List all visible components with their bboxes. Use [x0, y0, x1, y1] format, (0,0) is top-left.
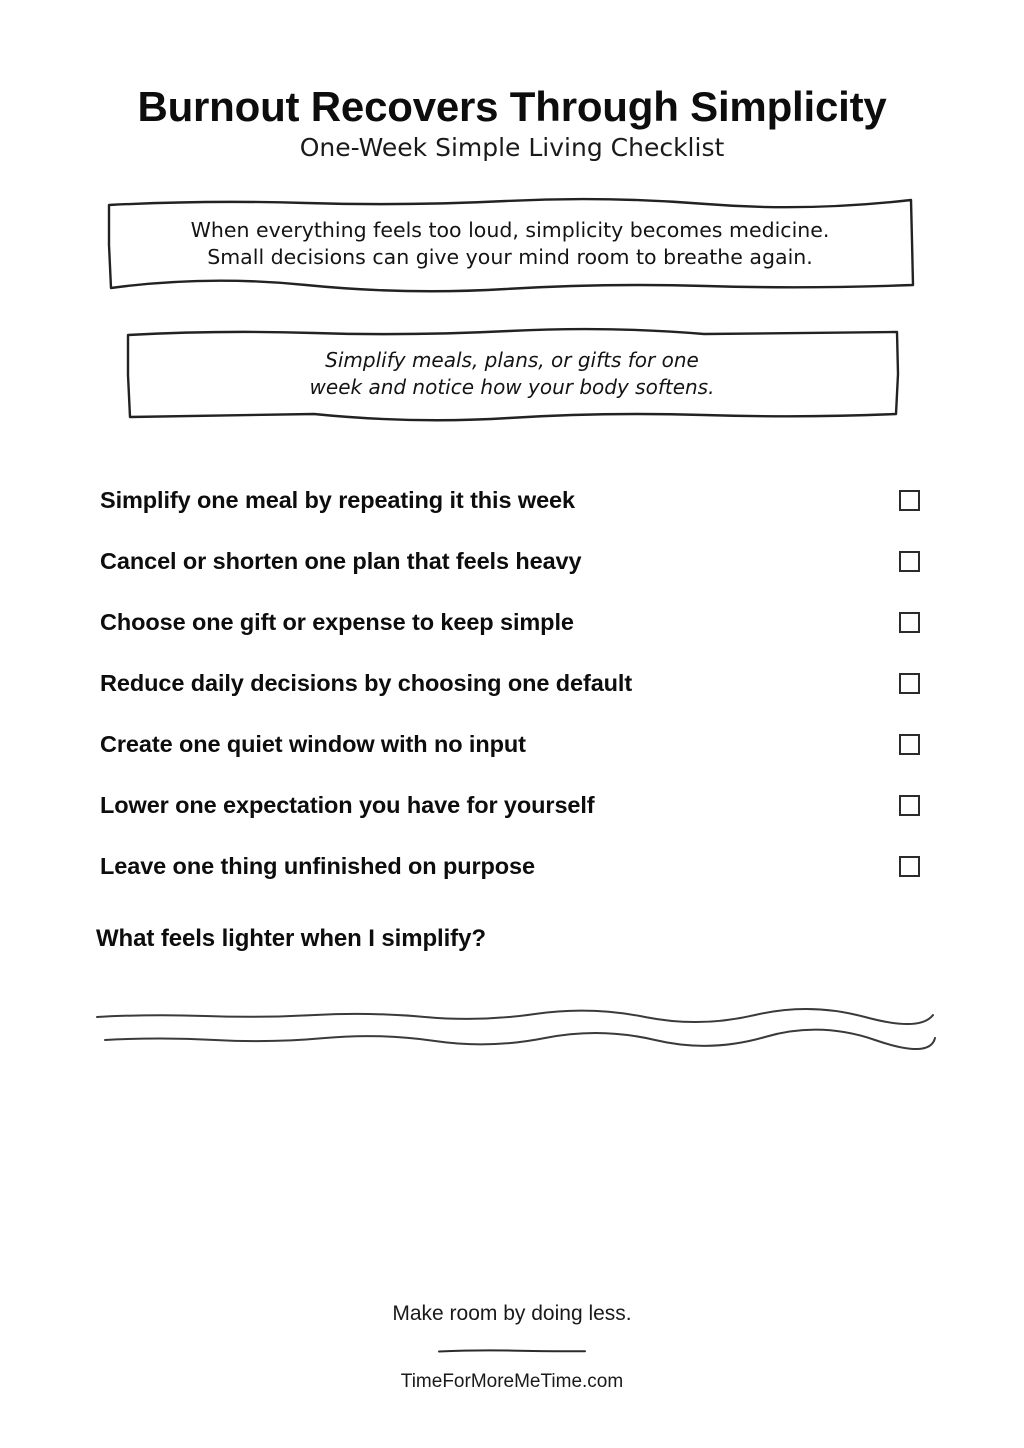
checklist-item-label: Choose one gift or expense to keep simple — [100, 609, 574, 635]
checklist-item-label: Create one quiet window with no input — [100, 731, 526, 757]
checkbox-icon[interactable] — [899, 673, 920, 694]
checklist-item[interactable] — [100, 531, 924, 592]
checklist-item[interactable] — [100, 592, 924, 653]
checklist — [100, 470, 924, 897]
footer-tagline: Make room by doing less. — [392, 1302, 632, 1325]
intro-callout-box — [106, 197, 914, 291]
prompt-line-2: week and notice how your body softens. — [309, 375, 715, 399]
checklist-item[interactable] — [100, 714, 924, 775]
page-title: Burnout Recovers Through Simplicity — [137, 83, 887, 130]
reflection-writing-lines[interactable] — [90, 1000, 940, 1060]
intro-callout-text — [106, 197, 914, 291]
checkbox-icon[interactable] — [899, 856, 920, 877]
footer-divider — [437, 1348, 587, 1354]
checkbox-icon[interactable] — [899, 551, 920, 572]
reflection-prompt-heading: What feels lighter when I simplify? — [96, 925, 486, 952]
prompt-callout-text — [124, 328, 900, 420]
checklist-item-label: Reduce daily decisions by choosing one default — [100, 670, 633, 696]
checklist-item-label: Cancel or shorten one plan that feels heavy — [100, 548, 582, 574]
checkbox-icon[interactable] — [899, 795, 920, 816]
checklist-item[interactable] — [100, 775, 924, 836]
intro-line-1: When everything feels too loud, simplicity becomes medicine. — [190, 217, 830, 242]
checkbox-icon[interactable] — [899, 734, 920, 755]
checkbox-icon[interactable] — [899, 490, 920, 511]
checklist-item-label: Leave one thing unfinished on purpose — [100, 853, 535, 879]
checklist-item[interactable] — [100, 653, 924, 714]
page-subtitle: One-Week Simple Living Checklist — [299, 133, 725, 162]
checklist-item[interactable] — [100, 470, 924, 531]
intro-line-2: Small decisions can give your mind room to breathe again. — [207, 245, 813, 269]
prompt-line-1: Simplify meals, plans, or gifts for one — [325, 348, 699, 373]
checkbox-icon[interactable] — [899, 612, 920, 633]
footer-website: TimeForMoreMeTime.com — [400, 1371, 624, 1392]
checklist-item-label: Lower one expectation you have for yourself — [100, 792, 595, 818]
prompt-callout-box — [124, 328, 900, 420]
checklist-item-label: Simplify one meal by repeating it this week — [100, 487, 575, 513]
checklist-item[interactable] — [100, 836, 924, 897]
